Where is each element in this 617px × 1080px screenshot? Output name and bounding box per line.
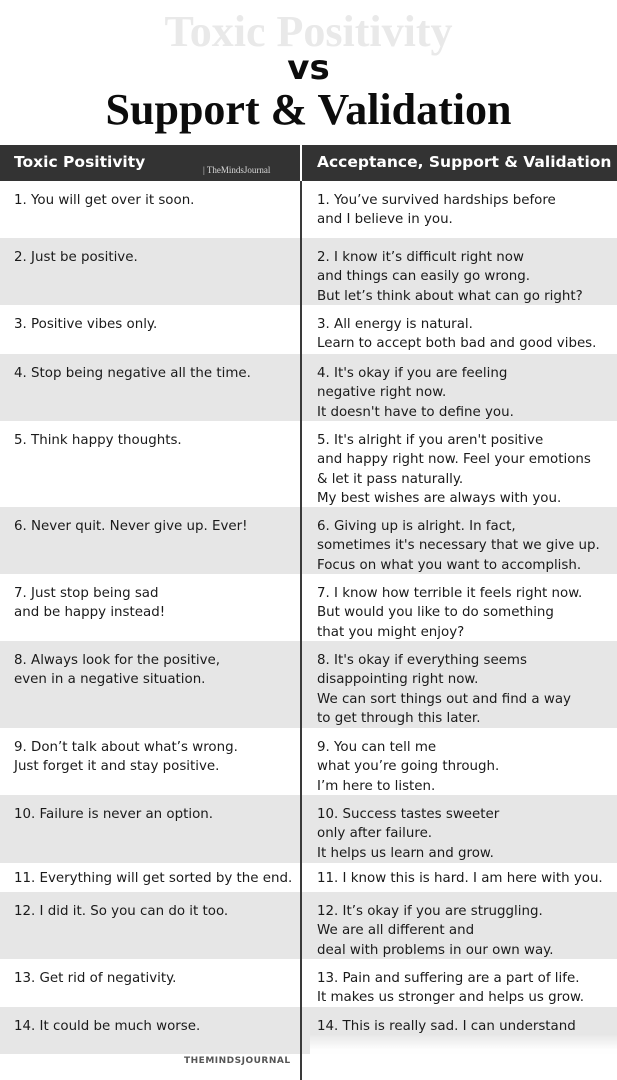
support-cell: 1. You’ve survived hardships before and I believe in you.: [317, 193, 556, 228]
table-row: [0, 892, 617, 959]
toxic-cell: 1. You will get over it soon.: [14, 193, 195, 208]
table-row: [0, 641, 617, 728]
table-row: [0, 795, 617, 863]
credit-label: | TheMindsJournal: [203, 165, 271, 175]
support-cell: 8. It's okay if everything seems disappointing right now. We can sort things out and find a way to get through this later.: [317, 653, 571, 727]
column-divider: [300, 181, 302, 1080]
table-row: [0, 507, 617, 574]
header-divider: [300, 145, 302, 181]
comparison-table: [0, 145, 617, 1074]
toxic-cell: 5. Think happy thoughts.: [14, 433, 182, 448]
support-cell: 13. Pain and suffering are a part of life. It makes us stronger and helps us grow.: [317, 971, 585, 1006]
table-row: [0, 354, 617, 421]
toxic-cell: 11. Everything will get sorted by the end.: [14, 871, 293, 886]
toxic-cell: 12. I did it. So you can do it too.: [14, 904, 229, 919]
page-title: Support & Validation: [105, 85, 512, 134]
table-row: [0, 728, 617, 795]
faded-title: Toxic Positivity: [164, 7, 453, 56]
support-cell: 3. All energy is natural. Learn to accept both bad and good vibes.: [317, 317, 597, 352]
support-cell: 9. You can tell me what you’re going through. I’m here to listen.: [317, 740, 500, 794]
support-cell: 2. I know it’s difficult right now and things can easily go wrong. But let’s think about what can go right?: [317, 250, 583, 304]
support-cell: 6. Giving up is alright. In fact, sometimes it's necessary that we give up. Focus on what you want to accomplish.: [317, 519, 600, 573]
support-cell: 7. I know how terrible it feels right now. But would you like to do something that you might enjoy?: [317, 586, 583, 640]
header: [0, 0, 617, 145]
table-row: [0, 959, 617, 1007]
toxic-cell: 14. It could be much worse.: [14, 1019, 201, 1034]
support-cell: 14. This is really sad. I can understand: [317, 1019, 576, 1034]
toxic-cell: 2. Just be positive.: [14, 250, 138, 265]
toxic-cell: 4. Stop being negative all the time.: [14, 366, 251, 381]
toxic-cell: 10. Failure is never an option.: [14, 807, 214, 822]
toxic-cell: 6. Never quit. Never give up. Ever!: [14, 519, 248, 534]
table-header: [0, 145, 617, 181]
table-bottom-spacer: [0, 1054, 617, 1074]
support-cell: 10. Success tastes sweeter only after failure. It helps us learn and grow.: [317, 807, 500, 861]
support-cell: 12. It’s okay if you are struggling. We are all different and deal with problems in our own way.: [317, 904, 554, 958]
watermark: THEMINDSJOURNAL: [184, 1056, 291, 1066]
vs-label: vs: [287, 48, 330, 88]
table-row: [0, 863, 617, 892]
table-row: [0, 238, 617, 305]
toxic-cell: 3. Positive vibes only.: [14, 317, 158, 332]
support-cell: 11. I know this is hard. I am here with you.: [317, 871, 603, 886]
toxic-cell: 13. Get rid of negativity.: [14, 971, 177, 986]
table-row: [0, 305, 617, 354]
bottom-fade: [310, 1034, 617, 1056]
column-header-toxic: Toxic Positivity: [14, 153, 146, 171]
table-row: [0, 181, 617, 238]
toxic-cell: 9. Don’t talk about what’s wrong. Just forget it and stay positive.: [14, 740, 238, 775]
table-row: [0, 421, 617, 507]
toxic-cell: 7. Just stop being sad and be happy instead!: [14, 586, 166, 621]
column-header-support: Acceptance, Support & Validation: [317, 153, 612, 171]
toxic-cell: 8. Always look for the positive, even in a negative situation.: [14, 653, 221, 688]
support-cell: 4. It's okay if you are feeling negative right now. It doesn't have to define you.: [317, 366, 514, 420]
table-row: [0, 574, 617, 641]
support-cell: 5. It's alright if you aren't positive and happy right now. Feel your emotions & let it pass naturally. My best wishes are always with you.: [317, 433, 591, 507]
